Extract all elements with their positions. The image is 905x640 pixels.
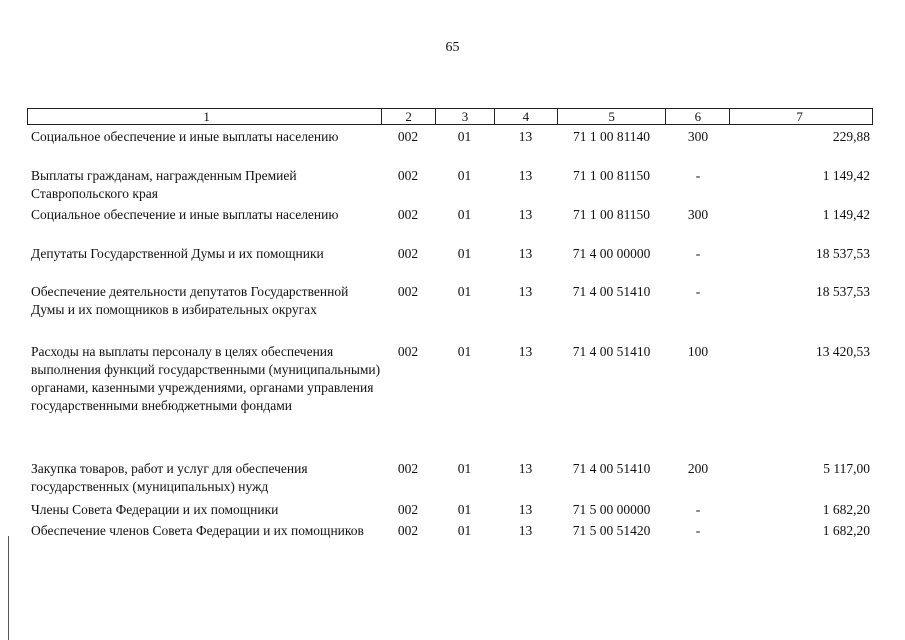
row-col-5: 71 4 00 00000 (572, 246, 651, 261)
row-col-3: 01 (457, 502, 472, 517)
row-col-6: - (695, 246, 701, 261)
row-col-2: 002 (397, 502, 419, 517)
header-col-7: 7 (729, 109, 872, 124)
row-col-7: 18 537,53 (816, 284, 870, 299)
row-name: Обеспечение членов Совета Федерации и их помощников (31, 523, 364, 538)
row-col-4: 13 (518, 168, 533, 183)
table-row (27, 283, 873, 319)
row-col-2: 002 (397, 461, 419, 476)
row-col-5: 71 5 00 51420 (572, 523, 651, 538)
table-row (27, 501, 873, 519)
row-col-3: 01 (457, 461, 472, 476)
row-col-5: 71 1 00 81140 (572, 129, 651, 144)
row-col-3: 01 (457, 168, 472, 183)
table-row (27, 522, 873, 540)
row-col-7: 1 682,20 (822, 502, 870, 517)
row-col-3: 01 (457, 284, 472, 299)
row-name: Расходы на выплаты персоналу в целях обеспечения выполнения функций государственными (муниципальными) органами, казенными учреждениями, органами управления государственными внебюджетными фондами (31, 344, 381, 413)
row-col-3: 01 (457, 246, 472, 261)
header-col-1: 1 (203, 109, 210, 124)
table-row (27, 128, 873, 146)
row-name: Социальное обеспечение и иные выплаты населению (31, 207, 339, 222)
row-col-7: 229,88 (832, 129, 870, 144)
row-col-6: - (695, 523, 701, 538)
row-col-7: 1 682,20 (822, 523, 870, 538)
row-col-5: 71 4 00 51410 (572, 284, 651, 299)
header-col-6: 6 (665, 109, 729, 124)
row-name: Социальное обеспечение и иные выплаты населению (31, 129, 339, 144)
margin-line (8, 536, 9, 640)
row-col-7: 5 117,00 (823, 461, 870, 476)
table-row (27, 167, 873, 203)
row-col-4: 13 (518, 129, 533, 144)
table-header (27, 108, 873, 125)
header-col-2: 2 (381, 109, 435, 124)
row-col-2: 002 (397, 344, 419, 359)
row-col-5: 71 4 00 51410 (572, 461, 651, 476)
table-row (27, 245, 873, 263)
table-row (27, 460, 873, 496)
row-col-7: 18 537,53 (816, 246, 870, 261)
row-col-6: - (695, 284, 701, 299)
page-number: 65 (445, 40, 460, 55)
row-col-2: 002 (397, 129, 419, 144)
row-col-5: 71 5 00 00000 (572, 502, 651, 517)
row-name: Закупка товаров, работ и услуг для обеспечения государственных (муниципальных) нужд (31, 461, 308, 494)
header-col-3: 3 (435, 109, 494, 124)
row-col-3: 01 (457, 207, 472, 222)
header-col-4: 4 (494, 109, 557, 124)
row-col-6: - (695, 502, 701, 517)
row-col-7: 1 149,42 (822, 168, 870, 183)
row-name: Депутаты Государственной Думы и их помощники (31, 246, 324, 261)
row-name: Члены Совета Федерации и их помощники (31, 502, 279, 517)
row-col-3: 01 (457, 129, 472, 144)
row-col-6: 100 (687, 344, 709, 359)
table-row (27, 206, 873, 224)
row-col-4: 13 (518, 284, 533, 299)
table-row (27, 343, 873, 415)
row-col-2: 002 (397, 284, 419, 299)
row-col-5: 71 1 00 81150 (572, 168, 651, 183)
row-col-3: 01 (457, 523, 472, 538)
row-col-5: 71 1 00 81150 (572, 207, 651, 222)
row-name: Выплаты гражданам, награжденным Премией Ставропольского края (31, 168, 297, 201)
row-col-4: 13 (518, 207, 533, 222)
row-col-4: 13 (518, 246, 533, 261)
row-col-3: 01 (457, 344, 472, 359)
row-name: Обеспечение деятельности депутатов Государственной Думы и их помощников в избирательных округах (31, 284, 349, 317)
row-col-7: 1 149,42 (822, 207, 870, 222)
row-col-5: 71 4 00 51410 (572, 344, 651, 359)
row-col-4: 13 (518, 344, 533, 359)
row-col-4: 13 (518, 461, 533, 476)
row-col-6: - (695, 168, 701, 183)
row-col-6: 200 (687, 461, 709, 476)
row-col-2: 002 (397, 523, 419, 538)
row-col-7: 13 420,53 (816, 344, 870, 359)
row-col-6: 300 (687, 129, 709, 144)
row-col-2: 002 (397, 246, 419, 261)
row-col-2: 002 (397, 168, 419, 183)
row-col-2: 002 (397, 207, 419, 222)
row-col-4: 13 (518, 523, 533, 538)
header-col-5: 5 (557, 109, 666, 124)
row-col-6: 300 (687, 207, 709, 222)
row-col-4: 13 (518, 502, 533, 517)
